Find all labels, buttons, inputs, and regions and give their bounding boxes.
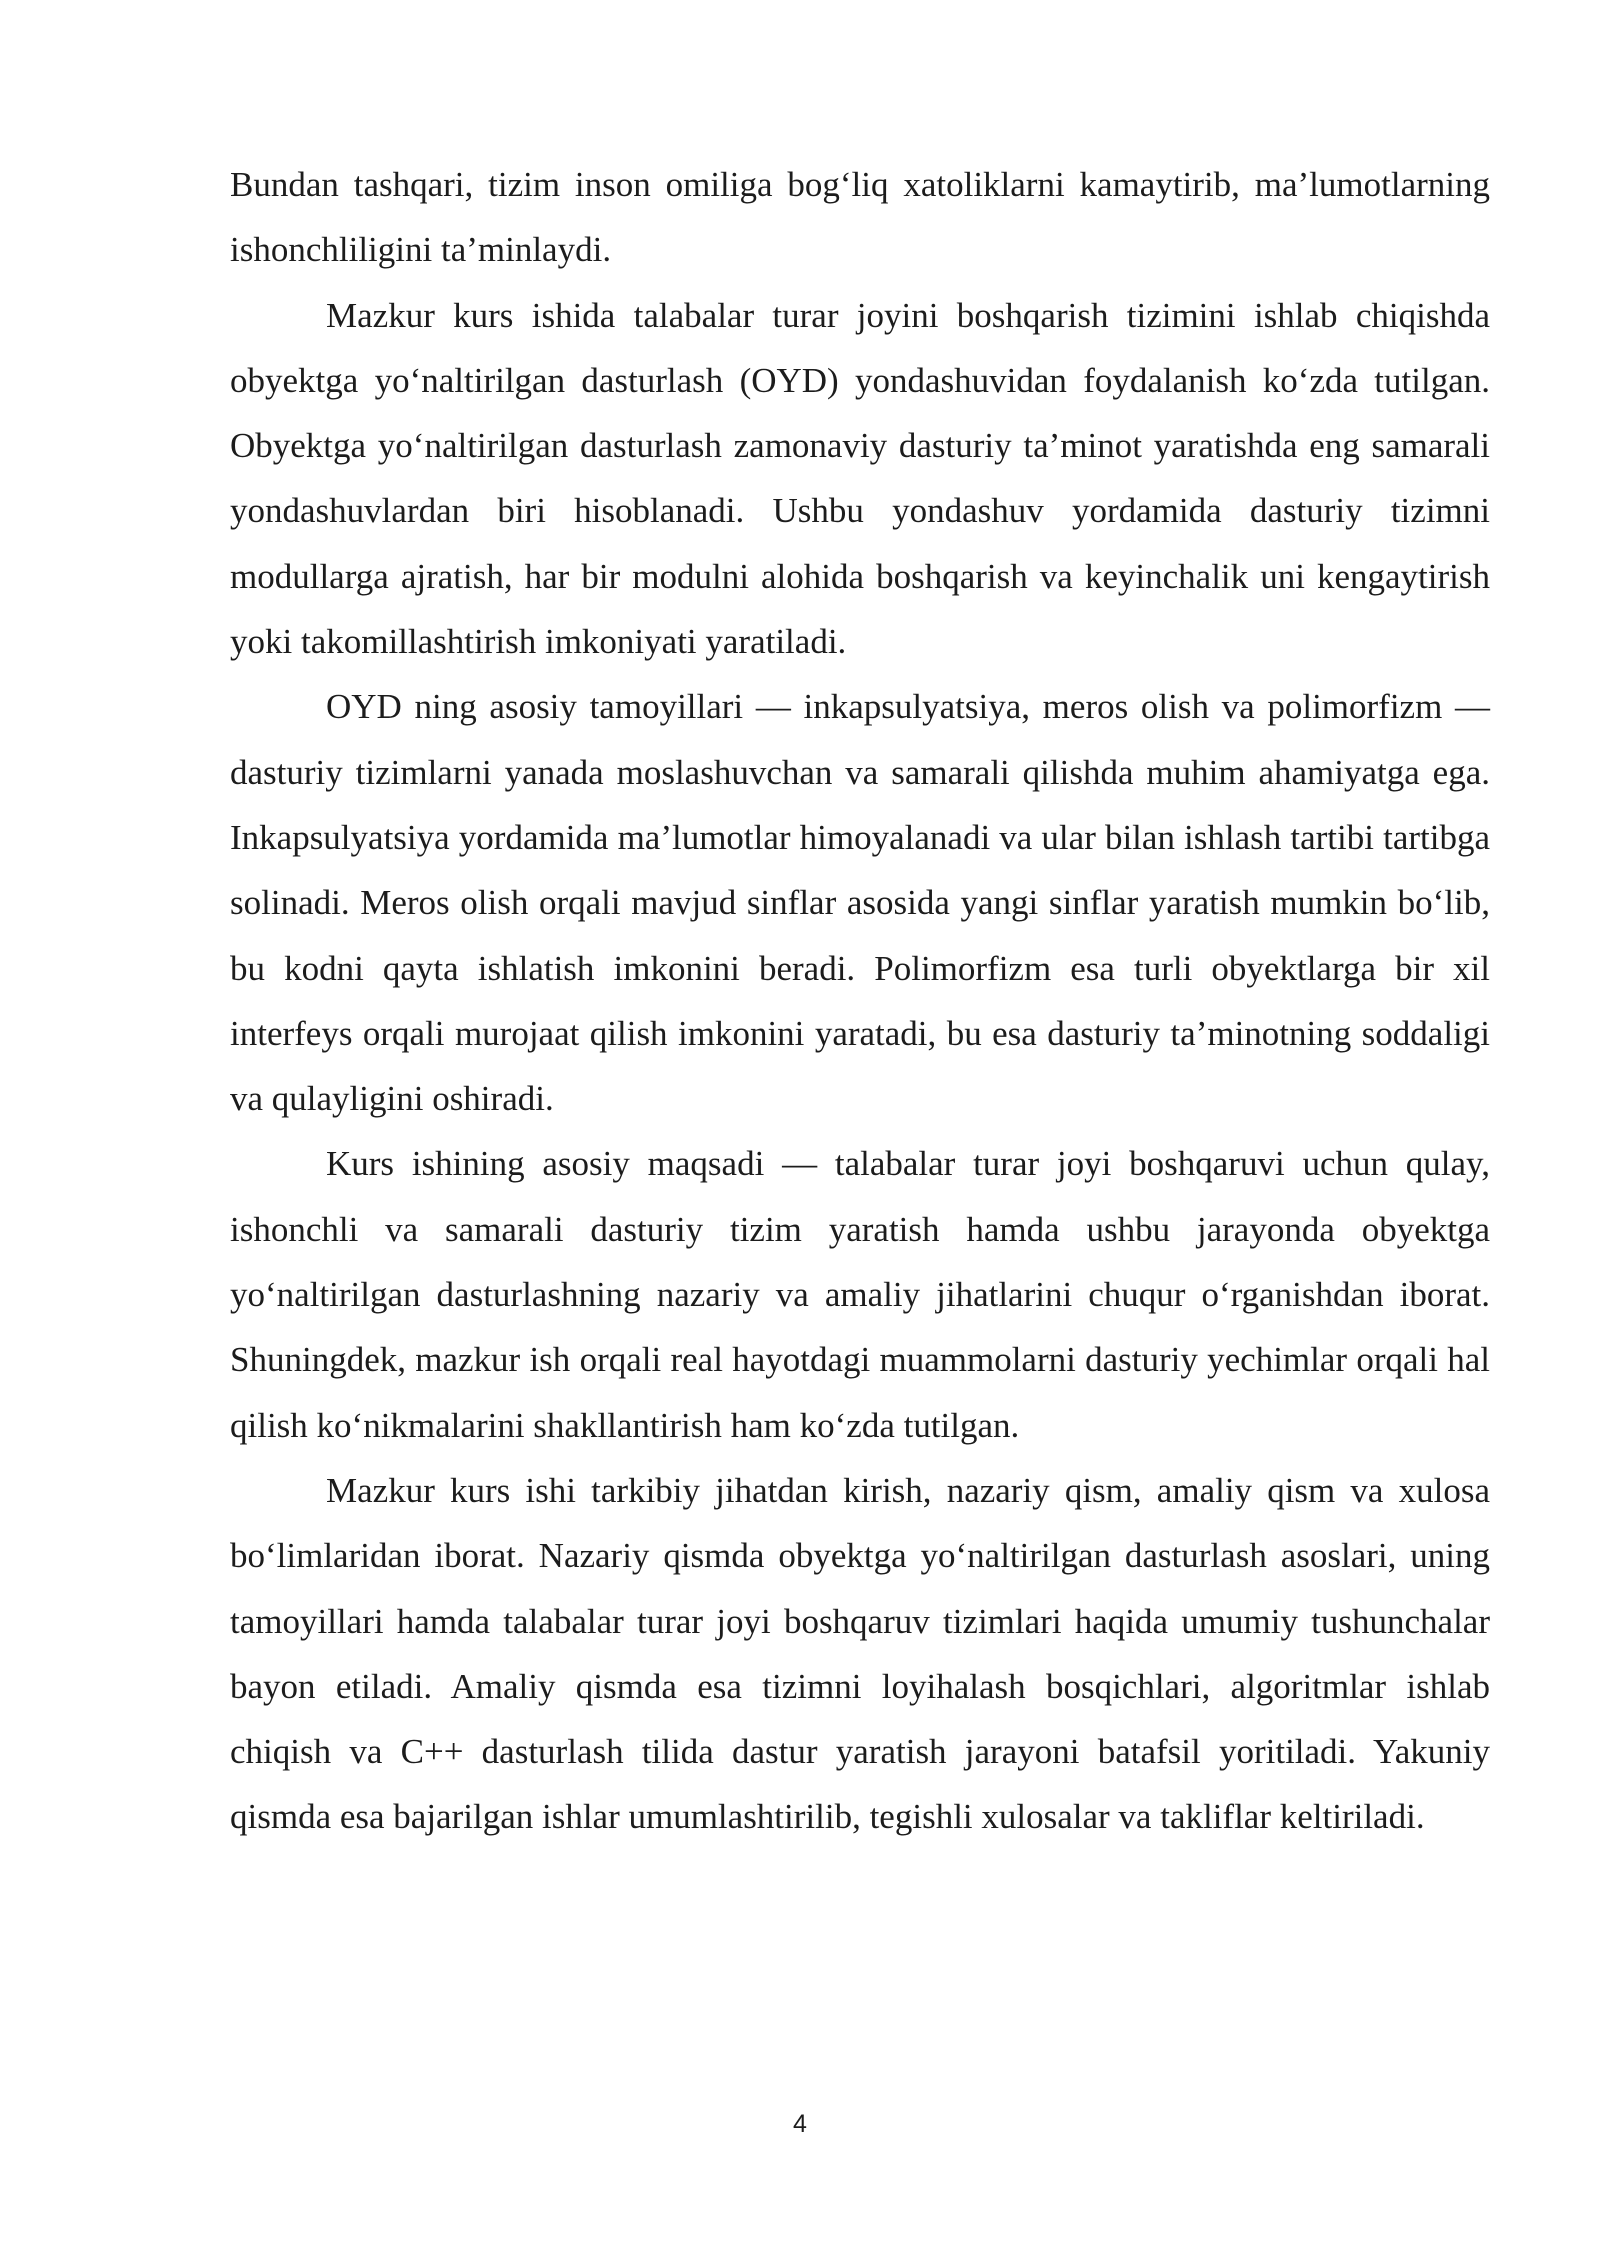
- paragraph-main-goal: Kurs ishining asosiy maqsadi — talabalar turar joyi boshqaruvi uchun qulay, ishonchli va samarali dasturiy tizim yaratish hamda ushbu jarayonda obyektga yo‘naltirilgan dasturlashning nazariy va amaliy jihatlarini chuqur o‘rganishdan iborat. Shuningdek, mazkur ish orqali real hayotdagi muammolarni dasturiy yechimlar orqali hal qilish ko‘nikmalarini shakllantirish ham ko‘zda tutilgan.: [230, 1144, 1490, 1445]
- paragraph-structure: Mazkur kurs ishi tarkibiy jihatdan kirish, nazariy qism, amaliy qism va xulosa bo‘limlaridan iborat. Nazariy qismda obyektga yo‘naltirilgan dasturlash asoslari, uning tamoyillari hamda talabalar turar joyi boshqaruv tizimlari haqida umumiy tushunchalar bayon etiladi. Amaliy qismda esa tizimni loyihalash bosqichlari, algoritmlar ishlab chiqish va C++ dasturlash tilida dastur yaratish jarayoni batafsil yoritiladi. Yakuniy qismda esa bajarilgan ishlar umumlashtirilib, tegishli xulosalar va takliflar keltiriladi.: [230, 1470, 1490, 1837]
- page-number: 4: [793, 2110, 807, 2138]
- paragraph-oyd-principles: OYD ning asosiy tamoyillari — inkapsulyatsiya, meros olish va polimorfizm — dasturiy tizimlarni yanada moslashuvchan va samarali qilishda muhim ahamiyatga ega. Inkapsulyatsiya yordamida ma’lumotlar himoyalanadi va ular bilan ishlash tartibi tartibga solinadi. Meros olish orqali mavjud sinflar asosida yangi sinflar yaratish mumkin bo‘lib, bu kodni qayta ishlatish imkonini beradi. Polimorfizm esa turli obyektlarga bir xil interfeys orqali murojaat qilish imkonini yaratadi, bu esa dasturiy ta’minotning soddaligi va qulayligini oshiradi.: [230, 687, 1490, 1119]
- body-text: [230, 152, 1490, 1850]
- paragraph-oyd-approach: Mazkur kurs ishida talabalar turar joyini boshqarish tizimini ishlab chiqishda obyektga yo‘naltirilgan dasturlash (OYD) yondashuvidan foydalanish ko‘zda tutilgan. Obyektga yo‘naltirilgan dasturlash zamonaviy dasturiy ta’minot yaratishda eng samarali yondashuvlardan biri hisoblanadi. Ushbu yondashuv yordamida dasturiy tizimni modullarga ajratish, har bir modulni alohida boshqarish va keyinchalik uni kengaytirish yoki takomillashtirish imkoniyati yaratiladi.: [230, 295, 1490, 662]
- paragraph-continuation: Bundan tashqari, tizim inson omiliga bog‘liq xatoliklarni kamaytirib, ma’lumotlarning ishonchliligini ta’minlaydi.: [230, 165, 1490, 270]
